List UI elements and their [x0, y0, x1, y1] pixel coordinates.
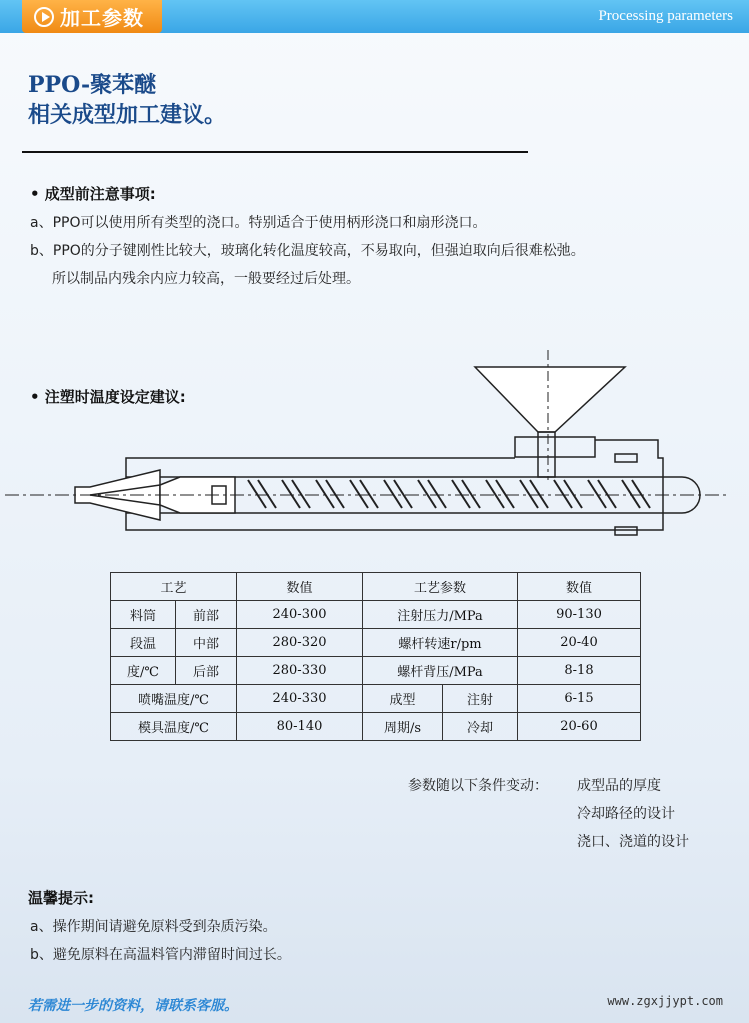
title-line-1: PPO-聚苯醚: [28, 72, 157, 98]
cycle-cool-label: 冷却: [443, 713, 518, 741]
back-pressure-label: 螺杆背压/MPa: [363, 657, 518, 685]
header-english-title: Processing parameters: [598, 8, 733, 24]
mold-temp-value: 80-140: [237, 713, 363, 741]
barrel-label-3: 度/℃: [111, 657, 176, 685]
col-header-process: 工艺: [111, 573, 237, 601]
barrel-middle-value: 280-320: [237, 629, 363, 657]
pre-molding-heading: • 成型前注意事项:: [30, 185, 156, 203]
pre-molding-item-b: b、PPO的分子键刚性比较大，玻璃化转化温度较高，不易取向，但强迫取向后很难松弛。: [30, 243, 585, 259]
barrel-front-value: 240-300: [237, 601, 363, 629]
barrel-rear-value: 280-330: [237, 657, 363, 685]
section-tab: [22, 0, 162, 33]
title-divider: [22, 151, 528, 153]
col-header-param: 工艺参数: [363, 573, 518, 601]
back-pressure-value: 8-18: [518, 657, 641, 685]
cycle-inject-label: 注射: [443, 685, 518, 713]
barrel-middle-label: 中部: [176, 629, 237, 657]
variation-item-2: 冷却路径的设计: [577, 806, 675, 822]
injection-pressure-value: 90-130: [518, 601, 641, 629]
section-tab-label: 加工参数: [60, 6, 144, 30]
nozzle-temp-value: 240-330: [237, 685, 363, 713]
barrel-label-2: 段温: [111, 629, 176, 657]
title-line-2: 相关成型加工建议。: [28, 102, 227, 128]
tip-item-b: b、避免原料在高温料管内滞留时间过长。: [30, 947, 291, 963]
screw-speed-value: 20-40: [518, 629, 641, 657]
page-title: [28, 70, 226, 130]
mold-temp-label: 模具温度/℃: [111, 713, 237, 741]
injection-pressure-label: 注射压力/MPa: [363, 601, 518, 629]
variation-label: 参数随以下条件变动：: [408, 778, 548, 794]
variation-item-1: 成型品的厚度: [577, 778, 661, 794]
contact-service-link[interactable]: 若需进一步的资料，请联系客服。: [28, 998, 238, 1014]
variation-item-3: 浇口、浇道的设计: [577, 834, 689, 850]
col-header-value: 数值: [237, 573, 363, 601]
barrel-rear-label: 后部: [176, 657, 237, 685]
nozzle-temp-label: 喷嘴温度/℃: [111, 685, 237, 713]
tip-item-a: a、操作期间请避免原料受到杂质污染。: [30, 919, 277, 935]
tips-heading: 温馨提示:: [28, 889, 94, 907]
play-circle-icon: [34, 7, 54, 27]
injection-screw-diagram: [0, 345, 749, 555]
cycle-label-2: 周期/s: [363, 713, 443, 741]
website-url[interactable]: www.zgxjjypt.com: [607, 994, 723, 1008]
pre-molding-item-b-cont: 所以制品内残余内应力较高，一般要经过后处理。: [52, 271, 360, 287]
barrel-label-1: 料筒: [111, 601, 176, 629]
cycle-label-1: 成型: [363, 685, 443, 713]
barrel-front-label: 前部: [176, 601, 237, 629]
temperature-heading: • 注塑时温度设定建议:: [30, 388, 186, 406]
cycle-inject-value: 6-15: [518, 685, 641, 713]
page-header: [0, 0, 749, 33]
cycle-cool-value: 20-60: [518, 713, 641, 741]
pre-molding-item-a: a、PPO可以使用所有类型的浇口。特别适合于使用柄形浇口和扇形浇口。: [30, 215, 487, 231]
col-header-value-2: 数值: [518, 573, 641, 601]
screw-speed-label: 螺杆转速r/pm: [363, 629, 518, 657]
parameter-table: [110, 572, 641, 741]
